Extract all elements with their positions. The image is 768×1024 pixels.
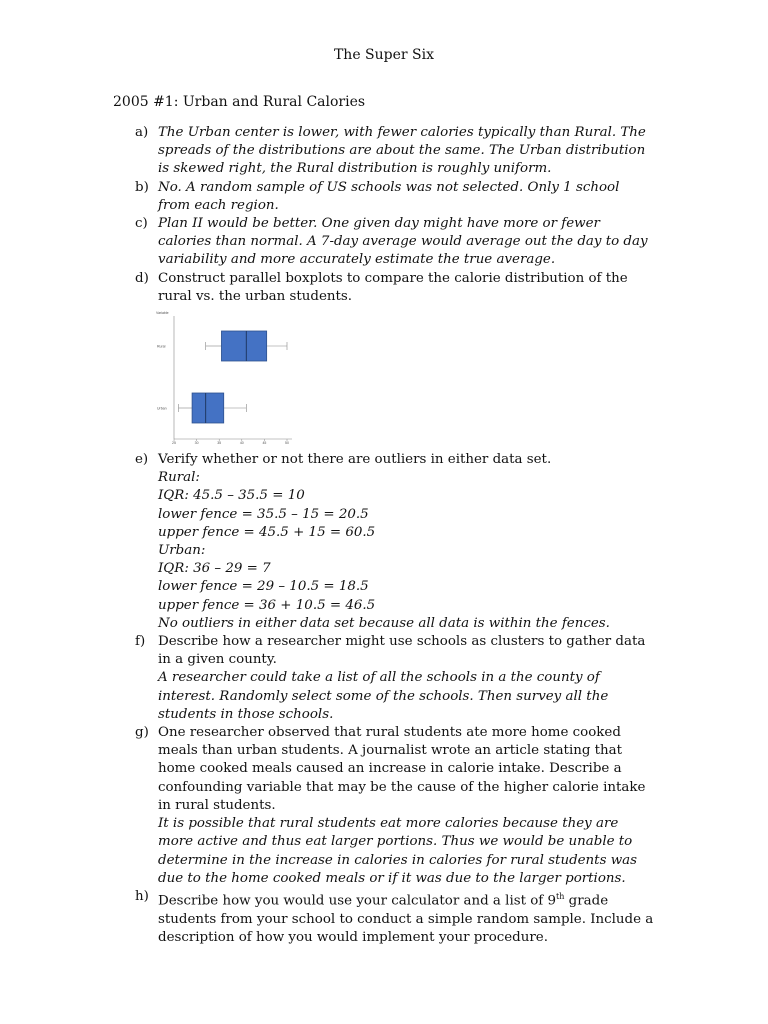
question-prompt xyxy=(158,888,655,947)
answer-text: The Urban center is lower, with fewer calories typically than Rural. The spreads of the distributions are about the same. The Urban distribution is skewed right, the Rural distribution is roughly uniform. xyxy=(158,125,646,177)
question-list xyxy=(135,124,655,947)
question-b xyxy=(135,179,655,215)
answer-text: It is possible that rural students eat more calories because they are more active and thus eat larger portions. Thus we would be unable to determine in the increase in calories in calories for rural students was due to the home cooked meals or if it was due to the larger portions. xyxy=(158,816,638,886)
boxplot-chart xyxy=(156,310,655,445)
boxplot-svg xyxy=(156,310,296,445)
question-prompt: Verify whether or not there are outliers in either data set. xyxy=(158,452,552,468)
question-g xyxy=(135,724,655,888)
x-tick-label: 50 xyxy=(285,441,289,446)
x-tick-label: 45 xyxy=(262,441,267,446)
question-prompt: Describe how a researcher might use schools as clusters to gather data in a given county. xyxy=(158,634,646,668)
x-tick-label: 40 xyxy=(239,441,244,446)
x-tick-label: 25 xyxy=(172,441,176,446)
question-prompt: One researcher observed that rural students ate more home cooked meals than urban students. A journalist wrote an article stating that home cooked meals caused an increase in calorie intake. Describe a confounding variable that may be the cause of the higher calorie intake in rural students. xyxy=(158,725,646,813)
question-c xyxy=(135,215,655,270)
question-a xyxy=(135,124,655,179)
question-letter: a) xyxy=(135,125,149,140)
x-tick-label: 35 xyxy=(217,441,222,446)
answer-text: Plan II would be better. One given day might have more or fewer calories than normal. A 7-day average would average out the day to day variability and more accurately estimate the true average. xyxy=(158,216,648,268)
answer-text: No. A random sample of US schools was not selected. Only 1 school from each region. xyxy=(158,179,620,213)
answer-line: upper fence = 36 + 10.5 = 46.5 xyxy=(158,597,376,613)
question-d xyxy=(135,270,655,306)
urban-box xyxy=(192,393,224,423)
answer-line: IQR: 36 – 29 = 7 xyxy=(158,561,271,577)
question-letter: b) xyxy=(135,179,149,195)
question-letter: e) xyxy=(135,452,149,468)
x-tick-label: 30 xyxy=(194,441,199,446)
page-title: The Super Six xyxy=(333,47,435,63)
answer-line: upper fence = 45.5 + 15 = 60.5 xyxy=(158,524,376,540)
question-e xyxy=(135,451,655,633)
question-letter: c) xyxy=(135,216,148,232)
rural-box xyxy=(221,331,266,361)
question-letter: g) xyxy=(135,725,149,741)
y-axis-label: Variable xyxy=(156,311,169,316)
question-letter: h) xyxy=(135,888,149,904)
question-prompt: Construct parallel boxplots to compare the calorie distribution of the rural vs. the urban students. xyxy=(158,270,628,304)
answer-line: Urban: xyxy=(158,543,206,559)
problem-heading: 2005 #1: Urban and Rural Calories xyxy=(113,94,366,110)
answer-line: No outliers in either data set because all data is within the fences. xyxy=(158,615,610,631)
urban-series-label: Urban xyxy=(157,406,167,411)
question-h xyxy=(135,888,655,947)
rural-series-label: Rural xyxy=(157,344,166,349)
answer-text: A researcher could take a list of all the schools in a the county of interest. Randomly select some of the schools. Then survey all the students in those schools. xyxy=(158,670,609,722)
prompt-part: Describe how you would use your calculator and a list of 9 xyxy=(158,893,557,909)
answer-line: lower fence = 29 – 10.5 = 18.5 xyxy=(158,579,369,595)
question-f xyxy=(135,633,655,724)
superscript: th xyxy=(556,891,565,901)
answer-line: Rural: xyxy=(158,470,200,486)
prompt-part: grade students from your school to conduct a simple random sample. Include a description of how you would implement your procedure. xyxy=(158,893,654,945)
answer-line: IQR: 45.5 – 35.5 = 10 xyxy=(158,488,305,504)
question-letter: d) xyxy=(135,270,149,286)
answer-line: lower fence = 35.5 – 15 = 20.5 xyxy=(158,506,369,522)
question-letter: f) xyxy=(135,634,146,650)
